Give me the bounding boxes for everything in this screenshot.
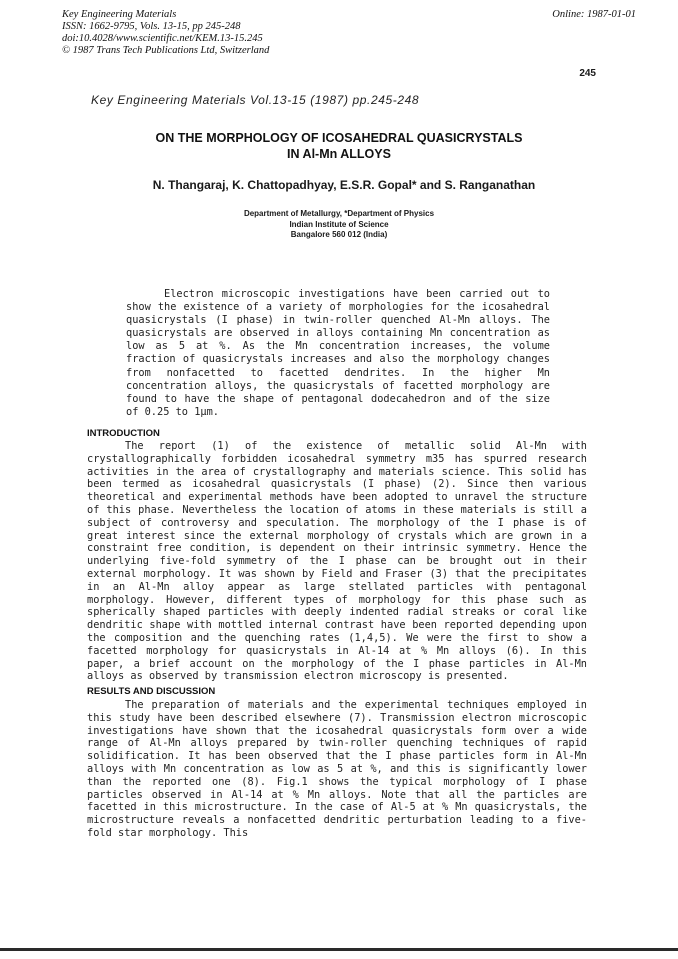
paper-title <box>0 130 678 162</box>
affiliation-departments: Department of Metallurgy, *Department of Physics <box>243 209 435 218</box>
introduction-paragraph: The report (1) of the existence of metallic solid Al-Mn with crystallographically forbidden icosahedral symmetry m35 has spurred research activities in the area of crystallography and materials science. This solid has been termed as icosahedral quasicrystals (I phase) (2). Since then various theoretical and experimental methods have been adopted to unravel the structure of this phase. Nevertheless the location of atoms in these materials is still a subject of controversy and speculation. The morphology of the I phase is of great interest since the external morphology of crystals which are grown in a constraint free condition, is dependent on their intrinsic symmetry. Hence the underlying five-fold symmetry of the I phase can be brought out in their external morphology. It was shown by Field and Fraser (3) that the precipitates in an Al-Mn alloy appear as large stellated particles with pentagonal morphology. However, different types of morphology for this phase such as spherically shaped particles with deeply indented radial streaks or coral like dendritic shape with mottled internal contrast have been reported depending upon the composition and the quenching rates (1,4,5). We were the first to show a facetted morphology for quasicrystals in Al-14 at % Mn alloys (6). In this paper, a brief account on the morphology of the I phase particles in Al-Mn alloys as observed by transmission electron microscopy is presented. <box>87 440 587 683</box>
citation-journal: Key Engineering Materials <box>62 9 177 20</box>
bottom-rule <box>0 948 678 951</box>
affiliation-city: Bangalore 560 012 (India) <box>290 230 388 239</box>
affiliation <box>0 209 678 241</box>
citation-copyright: © 1987 Trans Tech Publications Ltd, Switzerland <box>62 45 270 56</box>
page-number: 245 <box>579 68 596 79</box>
citation-block <box>62 9 269 57</box>
citation-doi: doi:10.4028/www.scientific.net/KEM.13-15.245 <box>62 33 263 44</box>
online-date: Online: 1987-01-01 <box>552 9 636 20</box>
introduction-heading: INTRODUCTION <box>87 428 160 439</box>
journal-line: Key Engineering Materials Vol.13-15 (1987) pp.245-248 <box>91 93 420 107</box>
abstract: Electron microscopic investigations have been carried out to show the existence of a variety of morphologies for the icosahedral quasicrystals (I phase) in twin-roller quenched Al-Mn alloys. The quasicrystals are observed in alloys containing Mn concentration as low as 5 at %. As the Mn concentration increases, the volume fraction of quasicrystals increases and also the morphology changes from nonfacetted to facetted dendrites. In the higher Mn concentration alloys, the quasicrystals of facetted morphology are found to have the shape of pentagonal dodecahedron and of the size of 0.25 to 1μm. <box>126 288 550 418</box>
affiliation-institute: Indian Institute of Science <box>289 219 389 229</box>
citation-issn: ISSN: 1662-9795, Vols. 13-15, pp 245-248 <box>62 21 241 32</box>
results-paragraph: The preparation of materials and the experimental techniques employed in this study have been described elsewhere (7). Transmission electron microscopic investigations have shown that the icosahedral quasicrystals form over a wide range of Al-Mn alloys prepared by twin-roller quenching techniques of rapid solidification. It has been observed that the I phase particles form in Al-Mn alloys with Mn concentration as low as 5 at %, and this is significantly lower than the reported one (8). Fig.1 shows the typical morphology of I phase particles observed in Al-14 at % Mn alloys. Note that all the particles are facetted in this microstructure. In the case of Al-5 at % Mn quasicrystals, the microstructure reveals a nonfacetted dendritic perturbation leading to a five-fold star morphology. This <box>87 699 587 839</box>
title-line-2: IN Al-Mn ALLOYS <box>287 147 391 161</box>
author-list: N. Thangaraj, K. Chattopadhyay, E.S.R. Gopal* and S. Ranganathan <box>152 178 536 192</box>
results-heading: RESULTS AND DISCUSSION <box>87 686 216 697</box>
title-line-1: ON THE MORPHOLOGY OF ICOSAHEDRAL QUASICRYSTALS <box>155 131 523 145</box>
